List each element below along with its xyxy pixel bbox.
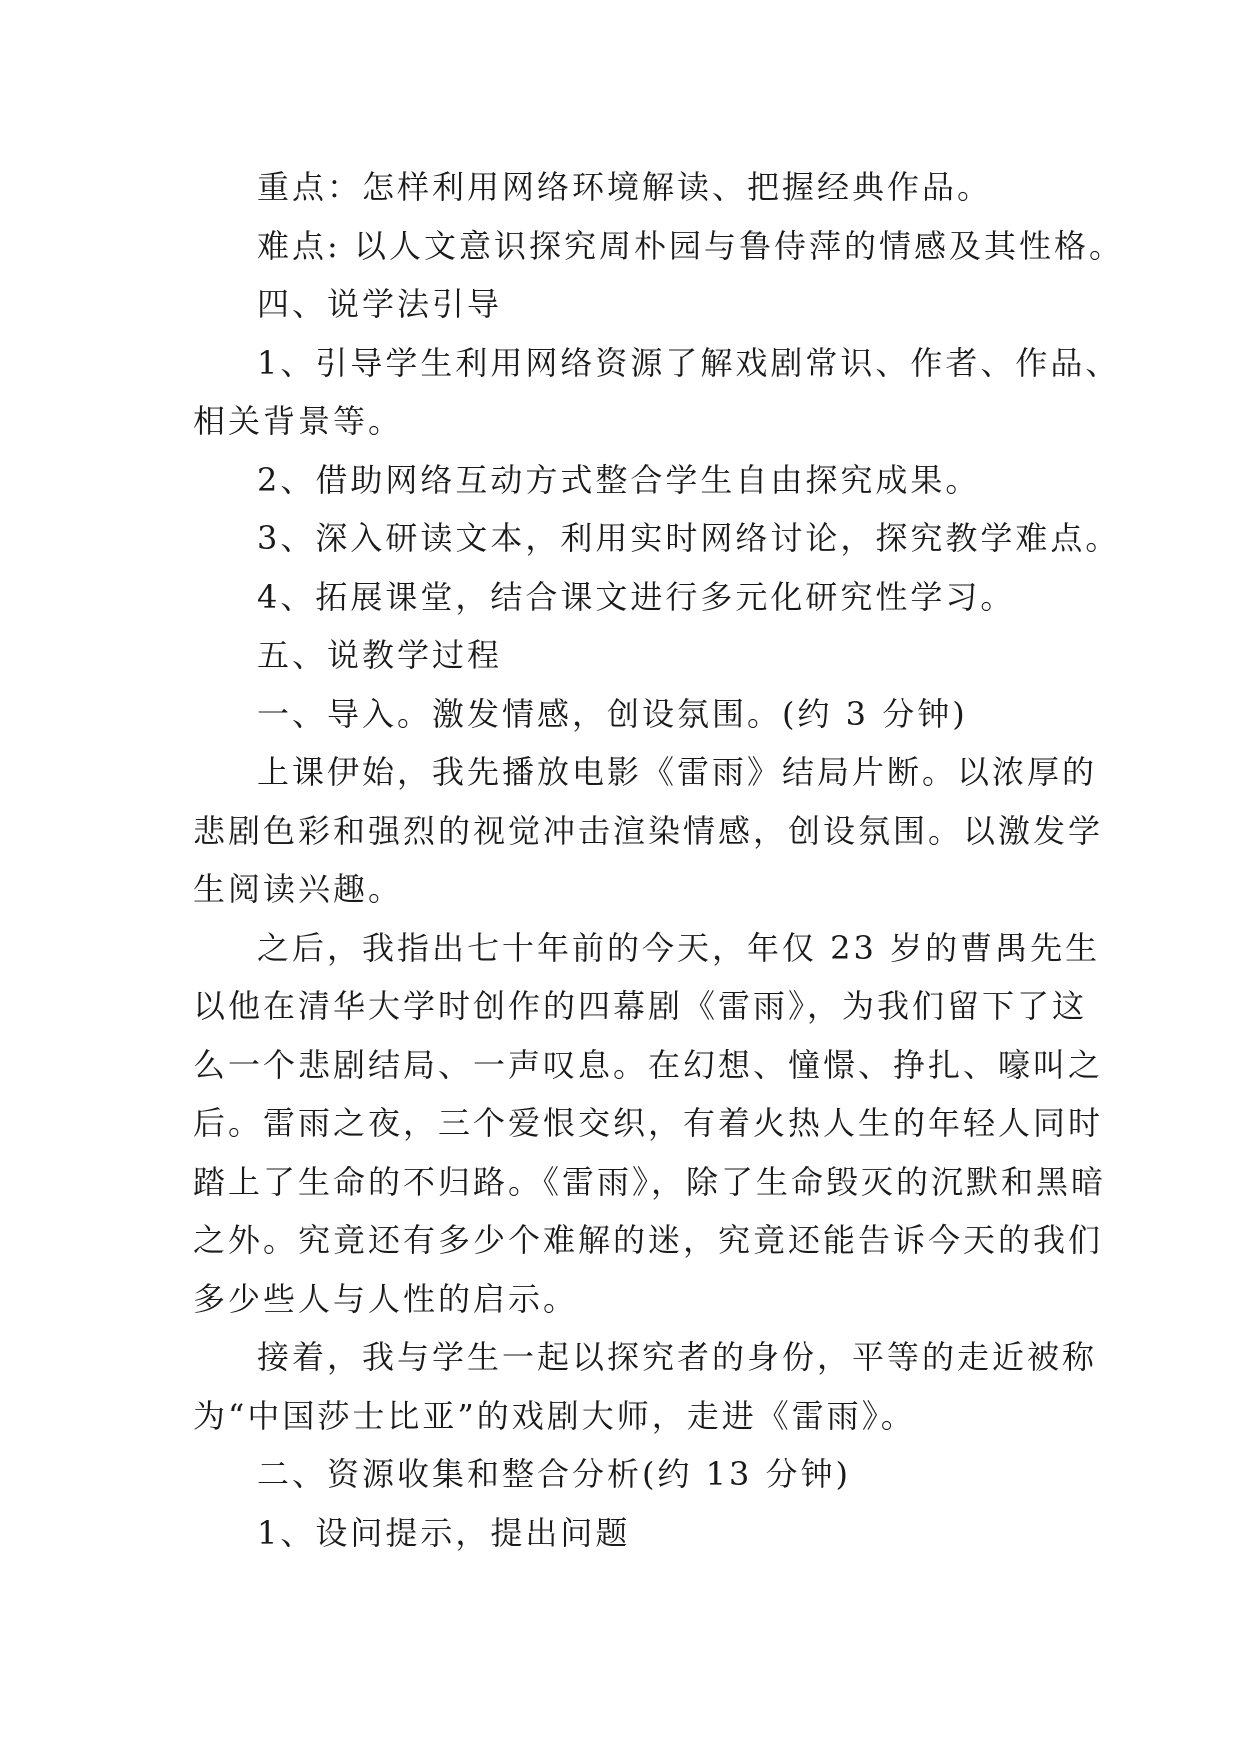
paragraph-opening <box>193 743 1104 919</box>
paragraph-key-point <box>193 158 1093 217</box>
text-line: 上课伊始，我先播放电影《雷雨》结局片断。以浓厚的 <box>257 753 1098 791</box>
text-line: 么一个悲剧结局、一声叹息。在幻想、憧憬、挣扎、嚎叫之 <box>193 1045 1104 1084</box>
text-line: 1、设问提示，提出问题 <box>257 1513 631 1552</box>
text-line: 四、说学法引导 <box>257 285 503 323</box>
text-line: 接着，我与学生一起以探究者的身份，平等的走近被称 <box>257 1338 1098 1376</box>
text-line: 一、导入。激发情感，创设氛围。(约 3 分钟) <box>257 694 968 733</box>
text-line: 五、说教学过程 <box>257 636 503 674</box>
section-heading-teaching-process <box>193 626 1093 685</box>
subheading-resource-collection <box>193 1445 1093 1504</box>
text-line: 踏上了生命的不归路。《雷雨》，除了生命毁灭的沉默和黑暗 <box>193 1162 1107 1201</box>
document-body <box>193 158 1124 1562</box>
list-item-3 <box>193 509 1121 568</box>
subheading-introduction <box>193 685 1093 744</box>
paragraph-background <box>193 919 1107 1329</box>
text-line: 1、引导学生利用网络资源了解戏剧常识、作者、作品、 <box>257 343 1121 382</box>
text-line: 2、借助网络互动方式整合学生自由探究成果。 <box>257 460 981 499</box>
text-line: 难点: 以人文意识探究周朴园与鲁侍萍的情感及其性格。 <box>257 226 1124 265</box>
text-line: 3、深入研读文本，利用实时网络讨论，探究教学难点。 <box>257 519 1121 557</box>
list-item-2 <box>193 451 1093 510</box>
paragraph-next <box>193 1328 1098 1445</box>
text-line: 以他在清华大学时创作的四幕剧《雷雨》，为我们留下了这 <box>193 987 1088 1025</box>
list-item-1 <box>193 334 1121 451</box>
text-line: 为“中国莎士比亚”的戏剧大师，走进《雷雨》。 <box>193 1396 916 1435</box>
text-line: 重点：怎样利用网络环境解读、把握经典作品。 <box>257 168 993 206</box>
paragraph-difficulty <box>193 217 1124 276</box>
text-line: 二、资源收集和整合分析(约 13 分钟) <box>257 1455 852 1493</box>
list-item-questioning <box>193 1504 1093 1563</box>
list-item-4 <box>193 568 1093 627</box>
text-line: 相关背景等。 <box>193 402 404 440</box>
text-line: 之后，我指出七十年前的今天，年仅 23 岁的曹禺先生 <box>257 928 1101 967</box>
section-heading-learning-methods <box>193 275 1093 334</box>
text-line: 之外。究竟还有多少个难解的迷，究竟还能告诉今天的我们 <box>193 1221 1104 1259</box>
text-line: 多少些人与人性的启示。 <box>193 1279 579 1318</box>
text-line: 生阅读兴趣。 <box>193 870 404 908</box>
text-line: 后。雷雨之夜，三个爱恨交织，有着火热人生的年轻人同时 <box>193 1104 1104 1142</box>
text-line: 悲剧色彩和强烈的视觉冲击渲染情感，创设氛围。以激发学 <box>193 811 1104 850</box>
text-line: 4、拓展课堂，结合课文进行多元化研究性学习。 <box>257 577 1016 616</box>
